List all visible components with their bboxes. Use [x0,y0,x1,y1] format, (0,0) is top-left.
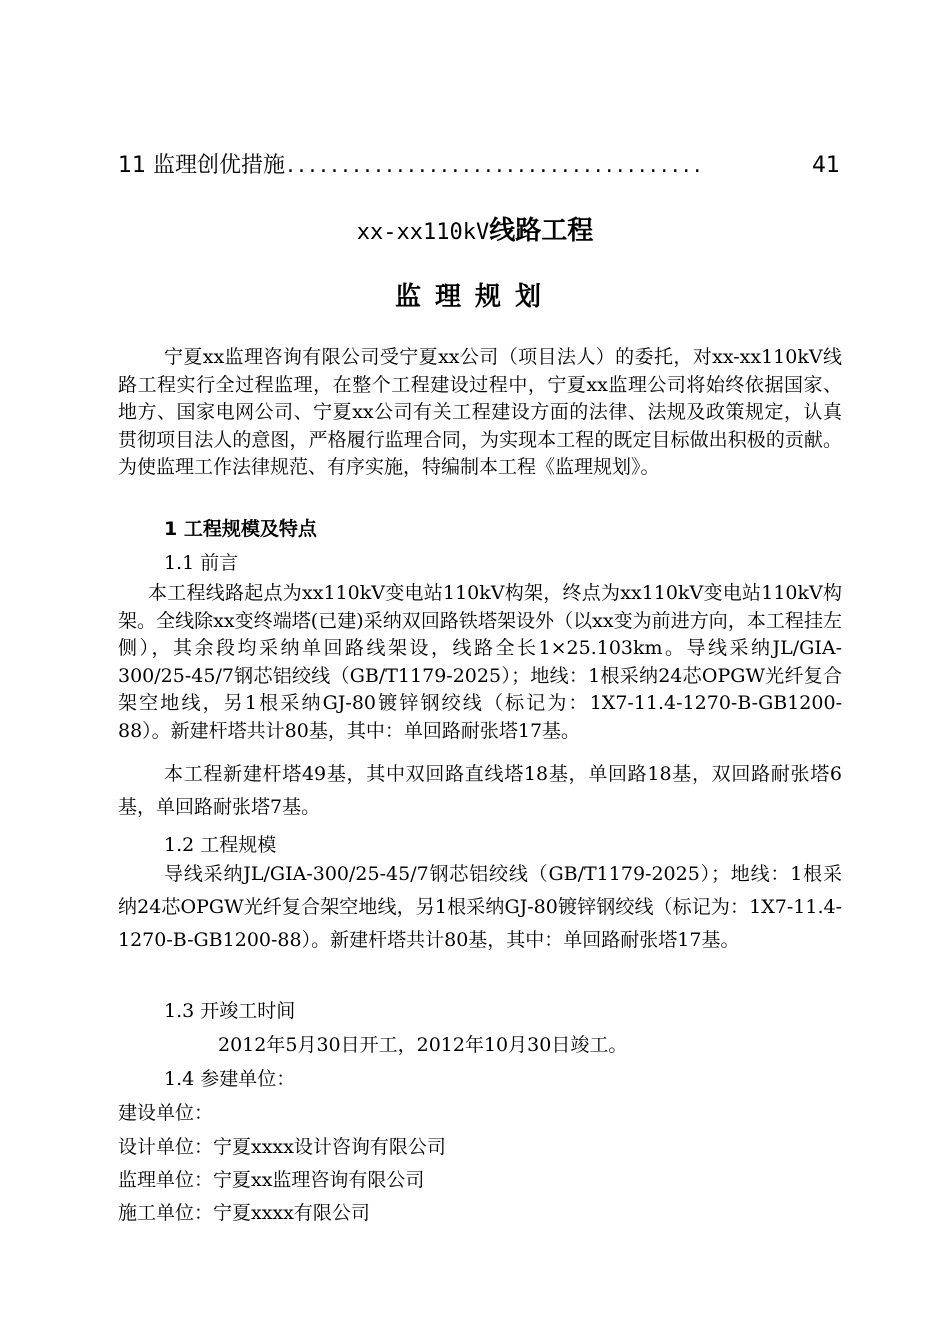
subsection-heading-1-3: 1.3 开竣工时间 [164,1000,296,1022]
document-subtitle: 监理规划 [394,282,555,312]
project-name: 线路工程 [489,216,594,246]
section-heading: 1 工程规模及特点 [164,518,317,540]
towers-paragraph: 本工程新建杆塔49基，其中双回路直线塔18基，单回路18基，双回路耐张塔6基，单回路耐张塔7基。 [118,763,842,818]
toc-entry-label: 11 监理创优措施 [118,153,285,178]
schedule-text: 2012年5月30日开工，2012年10月30日竣工。 [218,1034,628,1056]
subsection-heading-1-1: 1.1 前言 [164,552,239,574]
document-title [0,210,950,247]
unit-supervision: 监理单位：宁夏xx监理咨询有限公司 [118,1169,425,1191]
toc-entry[interactable] [118,148,840,182]
unit-contractor: 施工单位：宁夏xxxx有限公司 [118,1202,370,1224]
overview-paragraph: 本工程线路起点为xx110kV变电站110kV构架，终点为xx110kV变电站110kV构架。全线除xx变终端塔(已建)采纳双回路铁塔架设外（以xx变为前进方向，本工程挂左侧），其余段均采纳单回路线架设，线路全长1×25.103km。导线采纳JL/GIA-300/25-45/7钢芯铝绞线（GB/T1179-2025）；地线：1根采纳24芯OPGW光纤复合架空地线，另1根采纳GJ-80镀锌钢绞线（标记为：1X7-11.4-1270-B-GB1200-88）。新建杆塔共计80基，其中：单回路耐张塔17基。 [118,582,842,742]
project-code: xx-xx110kV [356,220,490,245]
toc-page-number: 41 [812,153,840,178]
subsection-heading-1-4: 1.4 参建单位： [164,1068,296,1090]
scale-paragraph: 导线采纳JL/GIA-300/25-45/7钢芯铝绞线（GB/T1179-2025）；地线：1根采纳24芯OPGW光纤复合架空地线，另1根采纳GJ-80镀锌钢绞线（标记为：1X7-11.4-1270-B-GB1200-88）。新建杆塔共计80基，其中：单回路耐张塔17基。 [118,863,842,951]
unit-design: 设计单位：宁夏xxxx设计咨询有限公司 [118,1136,446,1158]
toc-leader-dots: ...................................... [287,153,705,178]
unit-construction-owner: 建设单位： [118,1102,214,1124]
subsection-heading-1-2: 1.2 工程规模 [164,834,277,856]
intro-paragraph: 宁夏xx监理咨询有限公司受宁夏xx公司（项目法人）的委托，对xx-xx110kV线路工程实行全过程监理，在整个工程建设过程中，宁夏xx监理公司将始终依据国家、地方、国家电网公司、宁夏xx公司有关工程建设方面的法律、法规及政策规定，认真贯彻项目法人的意图，严格履行监理合同，为实现本工程的既定目标做出积极的贡献。为使监理工作法律规范、有序实施，特编制本工程《监理规划》。 [118,346,842,479]
